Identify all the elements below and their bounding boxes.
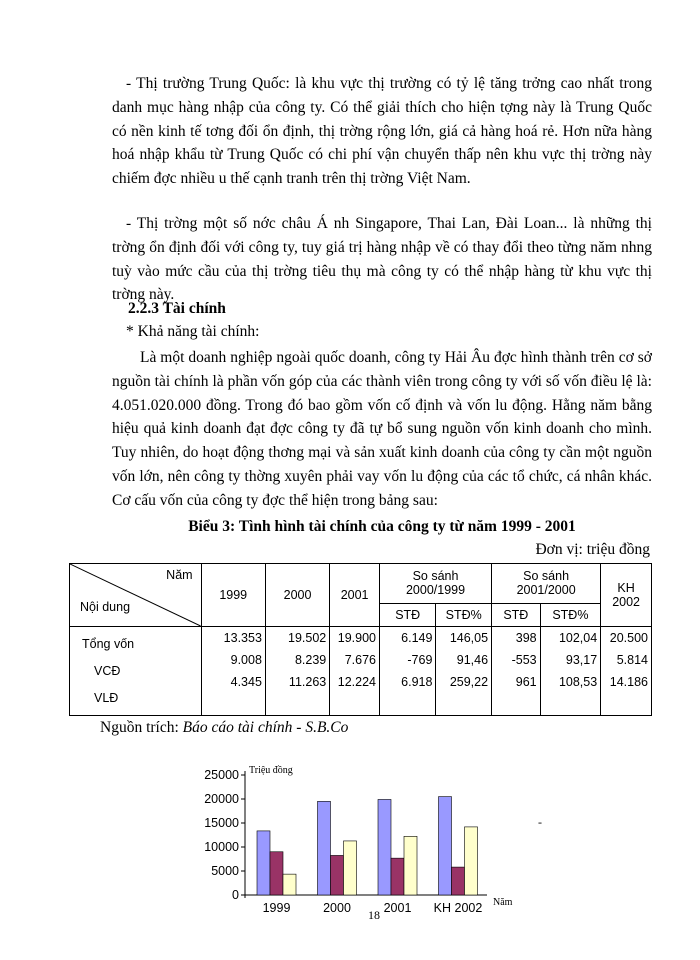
- cell-value: 146,05: [449, 631, 489, 645]
- row-label: VCĐ: [94, 663, 121, 678]
- cell-value: 20.500: [609, 631, 648, 645]
- row-label: VLĐ: [94, 690, 119, 705]
- cell-value: 19.502: [288, 631, 327, 645]
- cell-value: -553: [511, 653, 537, 667]
- header-year: 2000: [265, 564, 329, 627]
- x-tick-label: KH 2002: [433, 901, 483, 915]
- finance-table: [69, 563, 652, 716]
- y-tick-label: 20000: [204, 792, 239, 806]
- bar: [378, 799, 391, 895]
- corner-year-label: Năm: [166, 568, 193, 582]
- header-year: 2001: [330, 564, 380, 627]
- page-number: 18: [368, 908, 380, 922]
- y-axis-label: Triệu đồng: [249, 765, 293, 776]
- cell-value: 6.918: [401, 675, 433, 689]
- bar: [331, 855, 344, 895]
- corner-content-label: Nội dung: [80, 600, 131, 614]
- bar: [404, 836, 417, 895]
- source-note: Nguồn trích: Báo cáo tài chính - S.B.Co: [100, 719, 349, 736]
- subheading: * Khả năng tài chính:: [126, 323, 260, 340]
- bar: [318, 801, 331, 895]
- cell-value: 8.239: [294, 653, 327, 667]
- bar: [344, 841, 357, 895]
- y-tick-label: 25000: [204, 768, 239, 782]
- cell-value: 93,17: [565, 653, 598, 667]
- bar: [465, 827, 478, 895]
- bar: [283, 874, 296, 895]
- bar: [452, 867, 465, 895]
- paragraph-finance: Là một doanh nghiệp ngoài quốc doanh, công ty Hải Âu đợc hình thành trên cơ sở nguồn tài chính là phần vốn góp của các thành viên trong công ty với số vốn điều lệ là: 4.051.020.000 đồng. Trong đó bao gồm vốn cố định và vốn lu động. Hằng năm bằng hiệu quả kinh doanh đạt đợc công ty đã tự bổ sung nguồn vốn kinh doanh cho mình. Tuy nhiên, do hoạt động thơng mại và sản xuất kinh doanh của công ty cần một nguồn vốn lớn, nên công ty thờng xuyên phải vay vốn lu động của các tổ chức, cá nhân khác. Cơ cấu vốn của công ty đợc thể hiện trong bảng sau:: [112, 349, 652, 509]
- section-heading: 2.2.3 Tài chính: [128, 300, 226, 317]
- bar: [257, 831, 270, 895]
- y-tick-label: 5000: [211, 864, 239, 878]
- paragraph-china-market: - Thị trường Trung Quốc: là khu vực thị trường có tỷ lệ tăng trởng cao nhất trong danh mục hàng nhập của công ty. Có thể giải thích cho hiện tợng này là Trung Quốc có nền kinh tế tơng đối ổn định, thị trờng rộng lớn, giá cả hàng hoá rẻ. Hơn nữa hàng hoá nhập khẩu từ Trung Quốc có chi phí vận chuyển thấp nên khu vực thị trờng này chiếm đợc nhiều u thế cạnh tranh trên thị trờng Việt Nam.: [112, 75, 652, 188]
- cell-value: 11.263: [288, 675, 327, 689]
- finance-bar-chart: [195, 755, 550, 925]
- header-std: STĐ: [492, 603, 541, 626]
- header-compare-1: So sánh 2000/1999: [380, 564, 492, 604]
- header-std-percent: STĐ%: [436, 603, 492, 626]
- x-tick-label: 1999: [262, 901, 291, 915]
- cell-value: 6.149: [401, 631, 433, 645]
- header-year: 1999: [201, 564, 265, 627]
- table-unit: Đơn vị: triệu đồng: [535, 541, 650, 558]
- cell-value: 102,04: [558, 631, 598, 645]
- stray-mark: -: [538, 815, 542, 829]
- y-tick-label: 15000: [204, 816, 239, 830]
- x-tick-label: 2000: [323, 901, 351, 915]
- cell-value: 398: [515, 631, 537, 645]
- cell-value: 7.676: [344, 653, 376, 667]
- table-corner-cell: [70, 564, 202, 627]
- table-data-row: [70, 627, 652, 716]
- cell-value: 108,53: [558, 675, 598, 689]
- cell-value: 259,22: [449, 675, 489, 689]
- cell-value: 961: [515, 675, 537, 689]
- cell-value: 14.186: [609, 675, 648, 689]
- cell-value: 13.353: [223, 631, 262, 645]
- table-caption: Biểu 3: Tình hình tài chính của công ty từ năm 1999 - 2001: [188, 518, 576, 535]
- y-tick-label: 0: [232, 888, 239, 902]
- header-std-percent: STĐ%: [540, 603, 601, 626]
- cell-value: 4.345: [230, 675, 262, 689]
- cell-value: 5.814: [616, 653, 648, 667]
- header-plan: KH 2002: [601, 564, 652, 627]
- paragraph-asia-market: - Thị trờng một số nớc châu Á nh Singapore, Thai Lan, Đài Loan... là những thị trờng ổn định đối với công ty, tuy giá trị hàng nhập về có thay đổi theo từng năm nhng tuỳ vào mức cầu của thị trờng tiêu thụ mà công ty có thể nhập hàng từ khu vực thị trờng này.: [112, 215, 652, 304]
- bar: [270, 852, 283, 895]
- row-label: Tổng vốn: [82, 636, 135, 651]
- header-compare-2: So sánh 2001/2000: [492, 564, 601, 604]
- bar: [391, 858, 404, 895]
- x-tick-label: 2001: [383, 901, 412, 915]
- cell-value: -769: [407, 653, 433, 667]
- cell-value: 12.224: [337, 675, 376, 689]
- x-axis-label: Năm: [493, 897, 513, 908]
- header-std: STĐ: [380, 603, 436, 626]
- cell-value: 9.008: [230, 653, 262, 667]
- bar: [439, 797, 452, 895]
- y-tick-label: 10000: [204, 840, 239, 854]
- cell-value: 91,46: [456, 653, 489, 667]
- cell-value: 19.900: [337, 631, 376, 645]
